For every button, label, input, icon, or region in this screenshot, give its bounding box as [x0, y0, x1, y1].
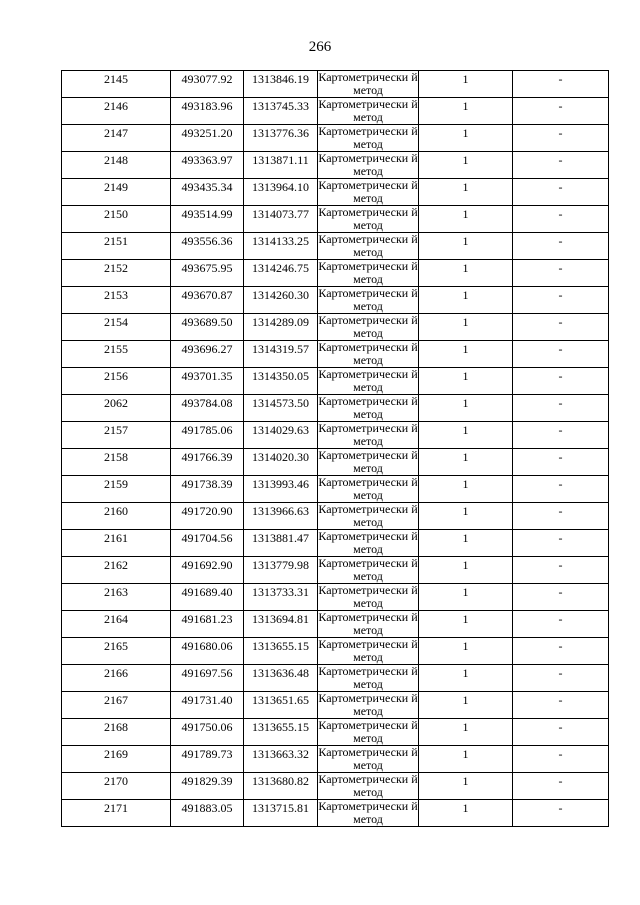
precision-cell: 1 — [419, 773, 513, 800]
method-text: Картометрически й метод — [318, 367, 418, 394]
y-coordinate-cell: 1313663.32 — [244, 746, 318, 773]
method-cell — [318, 206, 419, 233]
point-id-cell: 2170 — [62, 773, 171, 800]
point-id-cell: 2151 — [62, 233, 171, 260]
table-row — [62, 422, 609, 449]
method-text: Картометрически й метод — [318, 799, 418, 826]
x-coordinate-cell: 491689.40 — [171, 584, 244, 611]
note-cell: - — [513, 395, 609, 422]
method-text: Картометрически й метод — [318, 97, 418, 124]
table-row — [62, 773, 609, 800]
method-text: Картометрически й метод — [318, 556, 418, 583]
method-text: Картометрически й метод — [318, 205, 418, 232]
precision-cell: 1 — [419, 611, 513, 638]
method-cell — [318, 341, 419, 368]
point-id-cell: 2161 — [62, 530, 171, 557]
table-row — [62, 368, 609, 395]
precision-cell: 1 — [419, 368, 513, 395]
note-cell: - — [513, 368, 609, 395]
method-text: Картометрически й метод — [318, 232, 418, 259]
method-cell — [318, 476, 419, 503]
note-cell: - — [513, 125, 609, 152]
method-text: Картометрически й метод — [318, 340, 418, 367]
point-id-cell: 2160 — [62, 503, 171, 530]
point-id-cell: 2148 — [62, 152, 171, 179]
method-cell — [318, 800, 419, 827]
method-text: Картометрически й метод — [318, 151, 418, 178]
precision-cell: 1 — [419, 125, 513, 152]
precision-cell: 1 — [419, 71, 513, 98]
x-coordinate-cell: 491829.39 — [171, 773, 244, 800]
point-id-cell: 2157 — [62, 422, 171, 449]
y-coordinate-cell: 1313715.81 — [244, 800, 318, 827]
table-row — [62, 665, 609, 692]
method-text: Картометрически й метод — [318, 718, 418, 745]
method-cell — [318, 773, 419, 800]
x-coordinate-cell: 493514.99 — [171, 206, 244, 233]
precision-cell: 1 — [419, 692, 513, 719]
precision-cell: 1 — [419, 665, 513, 692]
point-id-cell: 2146 — [62, 98, 171, 125]
method-cell — [318, 503, 419, 530]
precision-cell: 1 — [419, 503, 513, 530]
note-cell: - — [513, 422, 609, 449]
precision-cell: 1 — [419, 800, 513, 827]
x-coordinate-cell: 493689.50 — [171, 314, 244, 341]
y-coordinate-cell: 1314133.25 — [244, 233, 318, 260]
x-coordinate-cell: 491720.90 — [171, 503, 244, 530]
y-coordinate-cell: 1314289.09 — [244, 314, 318, 341]
note-cell: - — [513, 746, 609, 773]
precision-cell: 1 — [419, 719, 513, 746]
x-coordinate-cell: 493251.20 — [171, 125, 244, 152]
x-coordinate-cell: 493556.36 — [171, 233, 244, 260]
method-cell — [318, 638, 419, 665]
table-row — [62, 314, 609, 341]
method-cell — [318, 179, 419, 206]
y-coordinate-cell: 1313871.11 — [244, 152, 318, 179]
note-cell: - — [513, 665, 609, 692]
point-id-cell: 2150 — [62, 206, 171, 233]
y-coordinate-cell: 1313966.63 — [244, 503, 318, 530]
y-coordinate-cell: 1314073.77 — [244, 206, 318, 233]
y-coordinate-cell: 1313776.36 — [244, 125, 318, 152]
table-row — [62, 557, 609, 584]
precision-cell: 1 — [419, 98, 513, 125]
y-coordinate-cell: 1313655.15 — [244, 719, 318, 746]
x-coordinate-cell: 493675.95 — [171, 260, 244, 287]
precision-cell: 1 — [419, 260, 513, 287]
table-row — [62, 746, 609, 773]
point-id-cell: 2154 — [62, 314, 171, 341]
note-cell: - — [513, 692, 609, 719]
method-cell — [318, 719, 419, 746]
x-coordinate-cell: 491681.23 — [171, 611, 244, 638]
precision-cell: 1 — [419, 584, 513, 611]
method-cell — [318, 422, 419, 449]
method-cell — [318, 530, 419, 557]
method-text: Картометрически й метод — [318, 286, 418, 313]
precision-cell: 1 — [419, 179, 513, 206]
x-coordinate-cell: 491704.56 — [171, 530, 244, 557]
method-text: Картометрически й метод — [318, 70, 418, 97]
y-coordinate-cell: 1313881.47 — [244, 530, 318, 557]
y-coordinate-cell: 1313651.65 — [244, 692, 318, 719]
note-cell: - — [513, 719, 609, 746]
precision-cell: 1 — [419, 395, 513, 422]
method-cell — [318, 314, 419, 341]
precision-cell: 1 — [419, 746, 513, 773]
y-coordinate-cell: 1313733.31 — [244, 584, 318, 611]
method-cell — [318, 557, 419, 584]
table-row — [62, 179, 609, 206]
x-coordinate-cell: 491785.06 — [171, 422, 244, 449]
y-coordinate-cell: 1313680.82 — [244, 773, 318, 800]
method-cell — [318, 152, 419, 179]
precision-cell: 1 — [419, 476, 513, 503]
method-text: Картометрически й метод — [318, 394, 418, 421]
y-coordinate-cell: 1313846.19 — [244, 71, 318, 98]
method-text: Картометрически й метод — [318, 610, 418, 637]
method-text: Картометрически й метод — [318, 502, 418, 529]
method-text: Картометрически й метод — [318, 583, 418, 610]
note-cell: - — [513, 638, 609, 665]
x-coordinate-cell: 491731.40 — [171, 692, 244, 719]
method-text: Картометрически й метод — [318, 664, 418, 691]
x-coordinate-cell: 491697.56 — [171, 665, 244, 692]
x-coordinate-cell: 493696.27 — [171, 341, 244, 368]
note-cell: - — [513, 557, 609, 584]
table-row — [62, 395, 609, 422]
method-text: Картометрически й метод — [318, 475, 418, 502]
note-cell: - — [513, 800, 609, 827]
table-row — [62, 233, 609, 260]
x-coordinate-cell: 491789.73 — [171, 746, 244, 773]
point-id-cell: 2155 — [62, 341, 171, 368]
precision-cell: 1 — [419, 638, 513, 665]
method-text: Картометрически й метод — [318, 745, 418, 772]
point-id-cell: 2062 — [62, 395, 171, 422]
method-text: Картометрически й метод — [318, 124, 418, 151]
method-text: Картометрически й метод — [318, 178, 418, 205]
y-coordinate-cell: 1313694.81 — [244, 611, 318, 638]
precision-cell: 1 — [419, 287, 513, 314]
point-id-cell: 2149 — [62, 179, 171, 206]
precision-cell: 1 — [419, 233, 513, 260]
table-row — [62, 341, 609, 368]
x-coordinate-cell: 493363.97 — [171, 152, 244, 179]
x-coordinate-cell: 493183.96 — [171, 98, 244, 125]
point-id-cell: 2156 — [62, 368, 171, 395]
table-row — [62, 287, 609, 314]
point-id-cell: 2159 — [62, 476, 171, 503]
note-cell: - — [513, 152, 609, 179]
table-row — [62, 719, 609, 746]
y-coordinate-cell: 1314246.75 — [244, 260, 318, 287]
method-text: Картометрически й метод — [318, 259, 418, 286]
x-coordinate-cell: 493670.87 — [171, 287, 244, 314]
y-coordinate-cell: 1314029.63 — [244, 422, 318, 449]
precision-cell: 1 — [419, 449, 513, 476]
x-coordinate-cell: 493784.08 — [171, 395, 244, 422]
note-cell: - — [513, 179, 609, 206]
table-row — [62, 98, 609, 125]
precision-cell: 1 — [419, 314, 513, 341]
point-id-cell: 2169 — [62, 746, 171, 773]
y-coordinate-cell: 1313779.98 — [244, 557, 318, 584]
method-cell — [318, 98, 419, 125]
method-cell — [318, 71, 419, 98]
point-id-cell: 2168 — [62, 719, 171, 746]
point-id-cell: 2162 — [62, 557, 171, 584]
x-coordinate-cell: 491738.39 — [171, 476, 244, 503]
precision-cell: 1 — [419, 152, 513, 179]
y-coordinate-cell: 1313745.33 — [244, 98, 318, 125]
method-text: Картометрически й метод — [318, 313, 418, 340]
x-coordinate-cell: 491883.05 — [171, 800, 244, 827]
table-row — [62, 530, 609, 557]
note-cell: - — [513, 206, 609, 233]
x-coordinate-cell: 493077.92 — [171, 71, 244, 98]
point-id-cell: 2145 — [62, 71, 171, 98]
y-coordinate-cell: 1313636.48 — [244, 665, 318, 692]
table-row — [62, 692, 609, 719]
table-row — [62, 638, 609, 665]
method-cell — [318, 692, 419, 719]
note-cell: - — [513, 611, 609, 638]
point-id-cell: 2165 — [62, 638, 171, 665]
method-text: Картометрически й метод — [318, 448, 418, 475]
note-cell: - — [513, 98, 609, 125]
note-cell: - — [513, 341, 609, 368]
y-coordinate-cell: 1313655.15 — [244, 638, 318, 665]
note-cell: - — [513, 773, 609, 800]
point-id-cell: 2158 — [62, 449, 171, 476]
note-cell: - — [513, 584, 609, 611]
table-row — [62, 584, 609, 611]
table-row — [62, 71, 609, 98]
note-cell: - — [513, 287, 609, 314]
point-id-cell: 2171 — [62, 800, 171, 827]
precision-cell: 1 — [419, 206, 513, 233]
table-row — [62, 152, 609, 179]
point-id-cell: 2153 — [62, 287, 171, 314]
x-coordinate-cell: 491766.39 — [171, 449, 244, 476]
table-row — [62, 476, 609, 503]
note-cell: - — [513, 503, 609, 530]
table-row — [62, 125, 609, 152]
method-cell — [318, 449, 419, 476]
point-id-cell: 2147 — [62, 125, 171, 152]
x-coordinate-cell: 493701.35 — [171, 368, 244, 395]
note-cell: - — [513, 233, 609, 260]
precision-cell: 1 — [419, 530, 513, 557]
method-cell — [318, 233, 419, 260]
method-cell — [318, 746, 419, 773]
x-coordinate-cell: 491680.06 — [171, 638, 244, 665]
table-row — [62, 800, 609, 827]
method-cell — [318, 260, 419, 287]
note-cell: - — [513, 260, 609, 287]
note-cell: - — [513, 449, 609, 476]
y-coordinate-cell: 1313964.10 — [244, 179, 318, 206]
table-row — [62, 206, 609, 233]
page-number: 266 — [308, 39, 332, 55]
method-cell — [318, 395, 419, 422]
y-coordinate-cell: 1314350.05 — [244, 368, 318, 395]
point-id-cell: 2166 — [62, 665, 171, 692]
precision-cell: 1 — [419, 422, 513, 449]
point-id-cell: 2164 — [62, 611, 171, 638]
method-text: Картометрически й метод — [318, 691, 418, 718]
precision-cell: 1 — [419, 341, 513, 368]
y-coordinate-cell: 1314020.30 — [244, 449, 318, 476]
y-coordinate-cell: 1314319.57 — [244, 341, 318, 368]
point-id-cell: 2163 — [62, 584, 171, 611]
y-coordinate-cell: 1314573.50 — [244, 395, 318, 422]
y-coordinate-cell: 1313993.46 — [244, 476, 318, 503]
table-row — [62, 260, 609, 287]
note-cell: - — [513, 476, 609, 503]
note-cell: - — [513, 530, 609, 557]
precision-cell: 1 — [419, 557, 513, 584]
table-row — [62, 449, 609, 476]
x-coordinate-cell: 491692.90 — [171, 557, 244, 584]
note-cell: - — [513, 71, 609, 98]
method-cell — [318, 584, 419, 611]
method-text: Картометрически й метод — [318, 421, 418, 448]
method-cell — [318, 611, 419, 638]
table-row — [62, 503, 609, 530]
method-text: Картометрически й метод — [318, 529, 418, 556]
method-text: Картометрически й метод — [318, 637, 418, 664]
method-cell — [318, 287, 419, 314]
coordinates-table — [61, 70, 609, 827]
method-cell — [318, 665, 419, 692]
x-coordinate-cell: 493435.34 — [171, 179, 244, 206]
note-cell: - — [513, 314, 609, 341]
table-row — [62, 611, 609, 638]
point-id-cell: 2152 — [62, 260, 171, 287]
y-coordinate-cell: 1314260.30 — [244, 287, 318, 314]
method-text: Картометрически й метод — [318, 772, 418, 799]
method-cell — [318, 125, 419, 152]
method-cell — [318, 368, 419, 395]
coordinates-table-body — [62, 71, 609, 827]
point-id-cell: 2167 — [62, 692, 171, 719]
x-coordinate-cell: 491750.06 — [171, 719, 244, 746]
